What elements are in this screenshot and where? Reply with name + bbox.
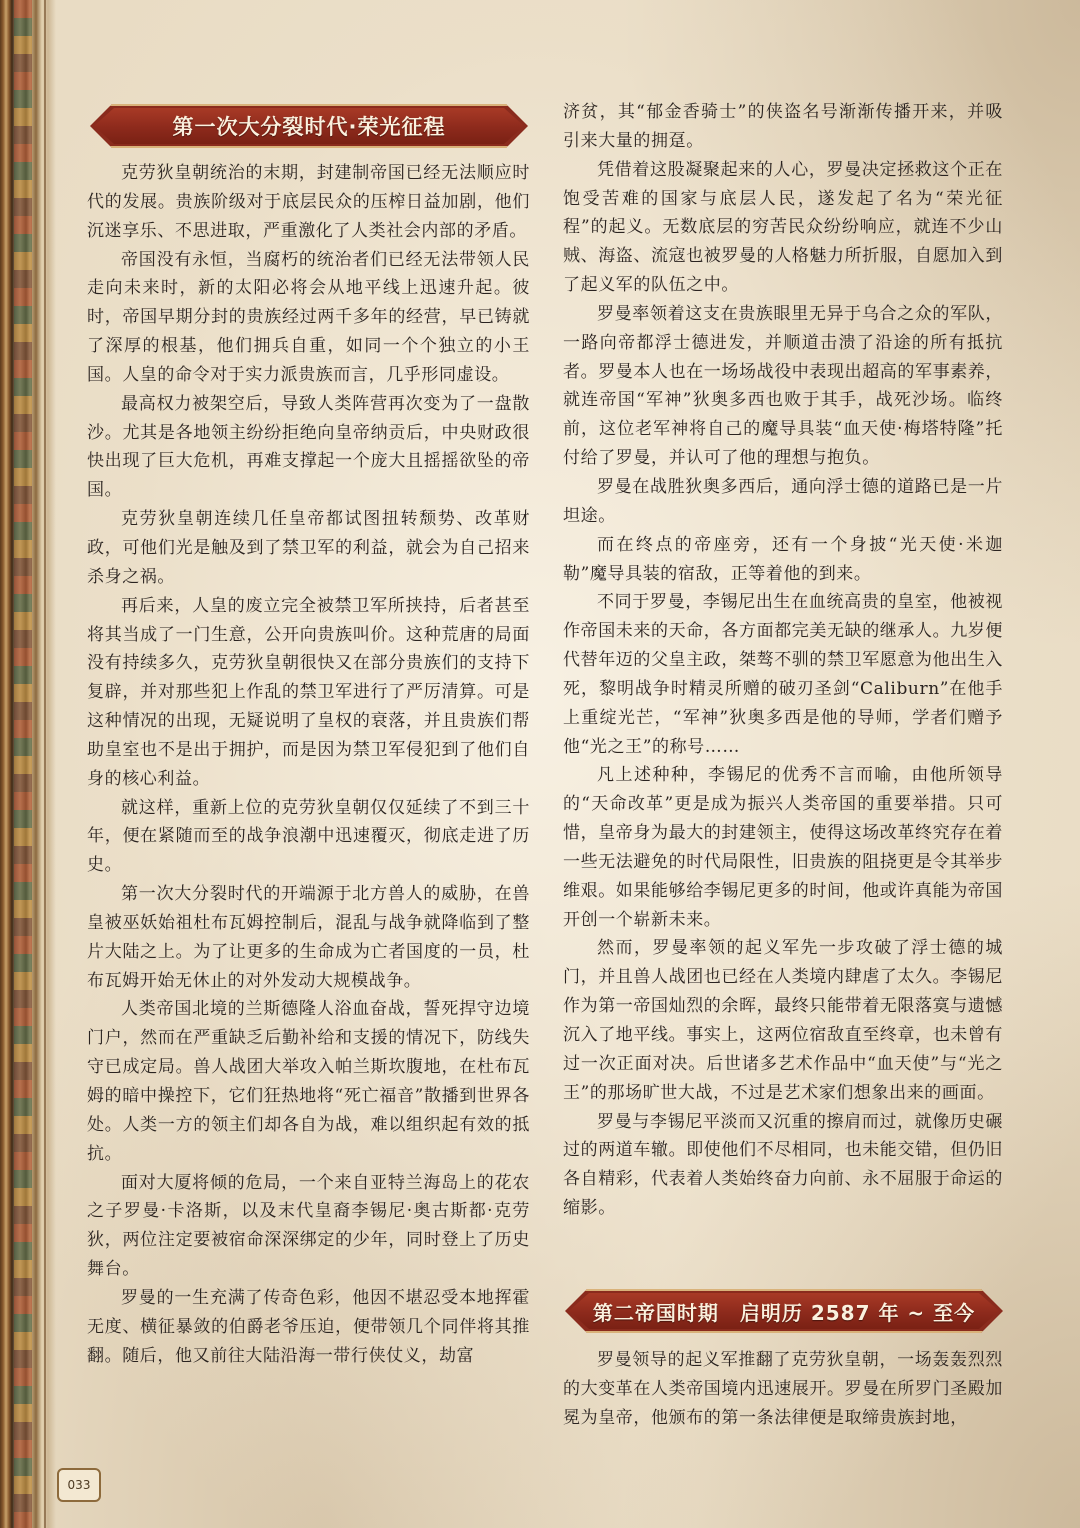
paragraph: 第一次大分裂时代的开端源于北方兽人的威胁，在兽皇被巫妖始祖杜布瓦姆控制后，混乱与战争就降临到了整片大陆之上。为了让更多的生命成为亡者国度的一员，杜布瓦姆开始无休止的对外发动大规模战争。: [87, 884, 530, 991]
section-banner-second-empire: [565, 1289, 1003, 1333]
paragraph: 面对大厦将倾的危局，一个来自亚特兰海岛上的花农之子罗曼·卡洛斯，以及末代皇裔李锡尼·奥古斯都·克劳狄，两位注定要被宿命深深绑定的少年，同时登上了历史舞台。: [87, 1172, 530, 1280]
paragraph: 人类帝国北境的兰斯德隆人浴血奋战，誓死捍守边境门户，然而在严重缺乏后勤补给和支援的情况下，防线失守已成定局。兽人战团大举攻入帕兰斯坎腹地，在杜布瓦姆的暗中操控下，它们狂热地将“死亡福音”散播到世界各处。人类一方的领主们却各自为战，难以组织起有效的抵抗。: [87, 999, 530, 1164]
paragraph: 罗曼与李锡尼平淡而又沉重的擦肩而过，就像历史碾过的两道车辙。即使他们不尽相同，也未能交错，但仍旧各自精彩，代表着人类始终奋力向前、永不屈服于命运的缩影。: [563, 1111, 1003, 1219]
left-column: [87, 159, 530, 1370]
book-spine-pattern: [14, 0, 32, 1528]
paragraph: 罗曼率领着这支在贵族眼里无异于乌合之众的军队，一路向帝都浮士德进发，并顺道击溃了沿途的所有抵抗者。罗曼本人也在一场场战役中表现出超高的军事素养，就连帝国“军神”狄奥多西也败于其手，战死沙场。临终前，这位老军神将自己的魔导具装“血天使·梅塔特隆”托付给了罗曼，并认可了他的理想与抱负。: [563, 303, 1003, 469]
paragraph: 而在终点的帝座旁，还有一个身披“光天使·米迦勒”魔导具装的宿敌，正等着他的到来。: [563, 534, 1003, 584]
paragraph: 罗曼的一生充满了传奇色彩，他因不堪忍受本地挥霍无度、横征暴敛的伯爵老爷压迫，便带领几个同伴将其推翻。随后，他又前往大陆沿海一带行侠仗义，劫富: [87, 1287, 530, 1366]
paragraph: 帝国没有永恒，当腐朽的统治者们已经无法带领人民走向未来时，新的太阳必将会从地平线上迅速升起。彼时，帝国早期分封的贵族经过两千多年的经营，早已铸就了深厚的根基，他们拥兵自重，如同一个个独立的小王国。人皇的命令对于实力派贵族而言，几乎形同虚设。: [87, 249, 530, 385]
paragraph-continued: 济贫，其“郁金香骑士”的侠盗名号渐渐传播开来，并吸引来大量的拥趸。: [563, 102, 1003, 151]
paragraph: 凭借着这股凝聚起来的人心，罗曼决定拯救这个正在饱受苦难的国家与底层人民，遂发起了名为“荣光征程”的起义。无数底层的穷苦民众纷纷响应，就连不少山贼、海盗、流寇也被罗曼的人格魅力所折服，自愿加入到了起义军的队伍之中。: [563, 159, 1003, 296]
right-column-lower: [563, 1346, 1003, 1433]
right-column: [563, 98, 1003, 1223]
paragraph: 再后来，人皇的废立完全被禁卫军所挟持，后者甚至将其当成了一门生意，公开向贵族叫价。这种荒唐的局面没有持续多久，克劳狄皇朝很快又在部分贵族们的支持下复辟，并对那些犯上作乱的禁卫军进行了严厉清算。可是这种情况的出现，无疑说明了皇权的衰落，并且贵族们帮助皇室也不是出于拥护，而是因为禁卫军侵犯到了他们自身的核心利益。: [87, 595, 530, 789]
paragraph: 克劳狄皇朝连续几任皇帝都试图扭转颓势、改革财政，可他们光是触及到了禁卫军的利益，就会为自己招来杀身之祸。: [87, 509, 530, 587]
paragraph: 克劳狄皇朝统治的末期，封建制帝国已经无法顺应时代的发展。贵族阶级对于底层民众的压榨日益加剧，他们沉迷享乐、不思进取，严重激化了人类社会内部的矛盾。: [87, 163, 530, 241]
paragraph: 最高权力被架空后，导致人类阵营再次变为了一盘散沙。尤其是各地领主纷纷拒绝向皇帝纳贡后，中央财政很快出现了巨大危机，再难支撑起一个庞大且摇摇欲坠的帝国。: [87, 393, 530, 501]
section-banner-first-great-schism: [90, 104, 528, 148]
paragraph: 罗曼领导的起义军推翻了克劳狄皇朝，一场轰轰烈烈的大变革在人类帝国境内迅速展开。罗曼在所罗门圣殿加冕为皇帝，他颁布的第一条法律便是取缔贵族封地，: [563, 1350, 1003, 1428]
paragraph: 就这样，重新上位的克劳狄皇朝仅仅延续了不到三十年，便在紧随而至的战争浪潮中迅速覆灭，彻底走进了历史。: [87, 797, 530, 876]
paragraph: 凡上述种种，李锡尼的优秀不言而喻，由他所领导的“天命改革”更是成为振兴人类帝国的重要举措。只可惜，皇帝身为最大的封建领主，使得这场改革终究存在着一些无法避免的时代局限性，旧贵族的阻挠更是令其举步维艰。如果能够给李锡尼更多的时间，他或许真能为帝国开创一个崭新未来。: [563, 765, 1003, 930]
section-title: 第一次大分裂时代·荣光征程: [172, 115, 446, 139]
page-number: 033: [57, 1468, 101, 1502]
paragraph: 不同于罗曼，李锡尼出生在血统高贵的皇室，他被视作帝国未来的天命，各方面都完美无缺的继承人。九岁便代替年迈的父皇主政，桀骜不驯的禁卫军愿意为他出生入死，黎明战争时精灵所赠的破刃圣剑“Caliburn”在他手上重绽光芒，“军神”狄奥多西是他的导师，学者们赠予他“光之王”的称号……: [563, 592, 1003, 757]
paragraph: 然而，罗曼率领的起义军先一步攻破了浮士德的城门，并且兽人战团也已经在人类境内肆虐了太久。李锡尼作为第一帝国灿烈的余晖，最终只能带着无限落寞与遗憾沉入了地平线。事实上，这两位宿敌直至终章，也未曾有过一次正面对决。后世诸多艺术作品中“血天使”与“光之王”的那场旷世大战，不过是艺术家们想象出来的画面。: [563, 938, 1003, 1103]
paragraph: 罗曼在战胜狄奥多西后，通向浮士德的道路已是一片坦途。: [563, 476, 1003, 526]
section-title: 第二帝国时期 启明历 2587 年 ~ 至今: [592, 1300, 976, 1325]
book-spine-edge: [44, 0, 46, 1528]
